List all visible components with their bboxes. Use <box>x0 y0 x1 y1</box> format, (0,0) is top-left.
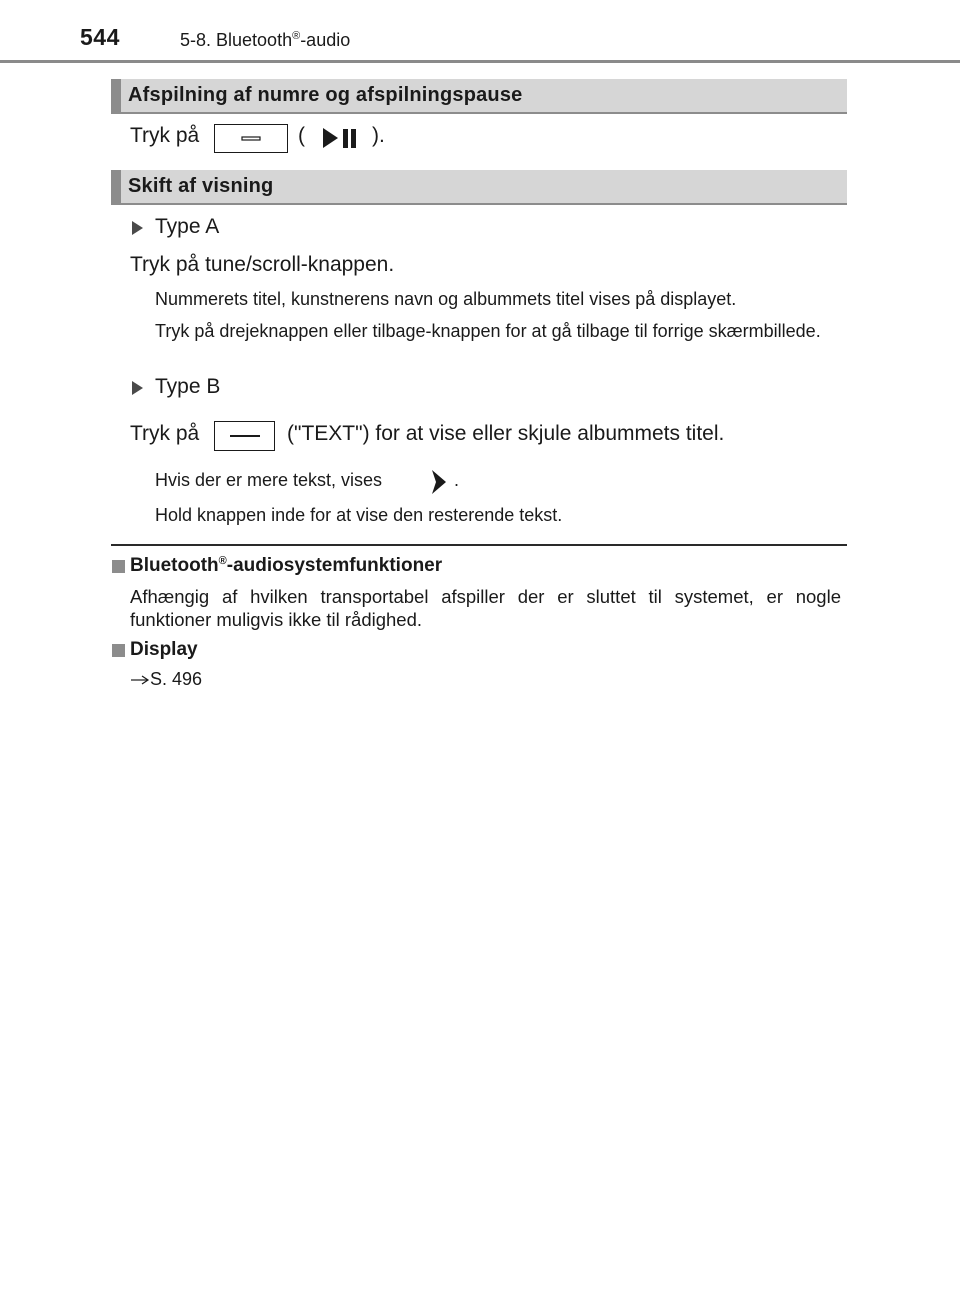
section-title: Skift af visning <box>128 175 274 197</box>
play-paren-close: ). <box>372 124 385 147</box>
triangle-bullet-icon <box>132 221 143 235</box>
play-instruction-prefix: Tryk på <box>130 124 200 147</box>
section-heading-playback <box>111 79 847 114</box>
play-pause-key-button[interactable] <box>214 124 288 153</box>
square-bullet-icon <box>112 644 125 657</box>
type-b-label: Type B <box>155 375 221 398</box>
type-b-note-1-prefix: Hvis der er mere tekst, vises <box>155 470 383 490</box>
type-b-instruction-prefix: Tryk på <box>130 422 200 445</box>
chevron-right-icon <box>429 468 449 496</box>
triangle-bullet-icon <box>132 381 143 395</box>
arrow-right-icon <box>130 675 150 685</box>
type-a-note-1: Nummerets titel, kunstnerens navn og albummets titel vises på displayet. <box>155 289 737 309</box>
header-rule <box>0 60 960 63</box>
section-title: Afspilning af numre og afspilningspause <box>128 84 523 106</box>
text-key-button[interactable] <box>214 421 275 451</box>
play-paren-open: ( <box>298 124 305 147</box>
key-mark-icon <box>241 136 261 142</box>
page-number: 544 <box>80 24 120 50</box>
section-heading-display <box>111 170 847 205</box>
square-bullet-icon <box>112 560 125 573</box>
note-heading-bluetooth: Bluetooth®-audiosystemfunktioner <box>130 555 443 576</box>
section-stripe <box>111 79 121 112</box>
chapter-title: 5-8. Bluetooth®-audio <box>180 30 351 50</box>
type-b-note-2: Hold knappen inde for at vise den resterende tekst. <box>155 505 563 525</box>
note-heading-display: Display <box>130 639 198 660</box>
type-a-note-2: Tryk på drejeknappen eller tilbage-knappen for at gå tilbage til forrige skærmbillede. <box>155 321 821 341</box>
type-a-instruction: Tryk på tune/scroll-knappen. <box>130 253 395 276</box>
section-stripe <box>111 170 121 203</box>
key-mark-icon <box>230 434 260 438</box>
note-text-bluetooth: Afhængig af hvilken transportabel afspiller der er sluttet til systemet, er nogle funktioner muligvis ikke til rådighed. <box>130 586 841 630</box>
reference-link[interactable]: S. 496 <box>150 669 203 689</box>
type-b-note-1-suffix: . <box>454 470 460 490</box>
play-pause-icon <box>321 126 359 150</box>
type-b-instruction-suffix: ("TEXT") for at vise eller skjule albummets titel. <box>287 422 725 445</box>
type-a-label: Type A <box>155 215 220 238</box>
notes-divider <box>111 544 847 546</box>
